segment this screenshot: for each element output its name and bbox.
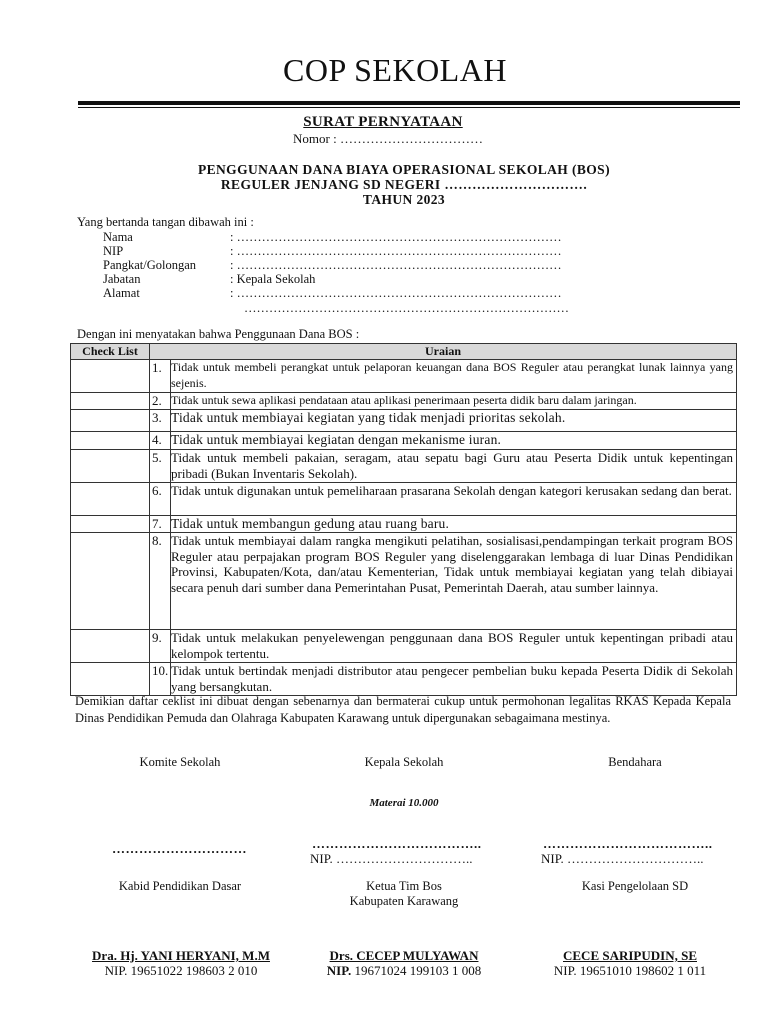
subject-line-3: TAHUN 2023: [362, 192, 446, 207]
item-number: 10.: [150, 663, 171, 696]
identity-value-pangkat: : ……………………………………………………………………: [230, 258, 562, 272]
identity-value-nama: : ……………………………………………………………………: [230, 230, 562, 244]
checklist-row: [71, 450, 737, 483]
item-text: Tidak untuk membeli pakaian, seragam, atau sepatu bagi Guru atau Peserta Didik untuk kepentingan pribadi (Bukan Inventaris Sekolah).: [171, 450, 737, 483]
identity-value-jabatan: : Kepala Sekolah: [230, 272, 316, 286]
item-text: Tidak untuk melakukan penyelewengan penggunaan dana BOS Reguler untuk kepentingan pribadi atau kelompok tertentu.: [171, 630, 737, 663]
checklist-row: [71, 630, 737, 663]
nip-bendahara: NIP. …………………………..: [541, 851, 704, 866]
item-number: 7.: [150, 516, 171, 533]
official-name-kasi: CECE SARIPUDIN, SE: [563, 948, 697, 963]
item-number: 8.: [150, 533, 171, 630]
checklist-row: [71, 393, 737, 410]
item-number: 1.: [150, 360, 171, 393]
identity-label-alamat: Alamat: [103, 286, 140, 300]
cop-sekolah: COP SEKOLAH: [283, 52, 507, 88]
checklist-row: [71, 516, 737, 533]
official-nip-ketua: [294, 963, 514, 979]
item-number: 2.: [150, 393, 171, 410]
closing-paragraph: Demikian daftar ceklist ini dibuat dengan sebenarnya dan bermaterai cukup untuk permohonan legalitas RKAS Kepada Kepala Dinas Pendidikan Pemuda dan Olahraga Kabupaten Karawang untuk dipergunakan sebagaimana mestinya.: [75, 694, 731, 725]
col-check-list: Check List: [71, 344, 150, 360]
nip-value: 19671024 199103 1 008: [351, 963, 482, 978]
materai-stamp: Materai 10.000: [369, 797, 439, 809]
signature-line-kepala: ………………………………..: [312, 836, 482, 851]
check-cell-1[interactable]: [71, 360, 150, 393]
official-nip-kabid: NIP. 19651022 198603 2 010: [104, 963, 258, 978]
item-text: Tidak untuk membiayai dalam rangka mengikuti pelatihan, sosialisasi,pendampingan terkait program BOS Reguler atau perpajakan program BOS Reguler yang diselenggarakan lembaga di luar Dinas Pendidikan Provinsi, Kabupaten/Kota, dan/atau Kementerian, Tidak untuk membiayai kegiatan yang telah dibiayai secara penuh dari sumber dana Pemerintahan Pusat, Pemerintah Daerah, atau sumber lainnya.: [171, 533, 737, 630]
document-number: Nomor : ……………………………: [293, 131, 483, 146]
identity-label-nip: NIP: [103, 244, 124, 258]
item-text: Tidak untuk bertindak menjadi distributor atau pengecer pembelian buku kepada Peserta Didik di Sekolah yang bersangkutan.: [171, 663, 737, 696]
document-title: SURAT PERNYATAAN: [303, 114, 463, 130]
identity-label-jabatan: Jabatan: [103, 272, 141, 286]
official-name-ketua: Drs. CECEP MULYAWAN: [329, 948, 479, 963]
check-cell-2[interactable]: [71, 393, 150, 410]
check-cell-7[interactable]: [71, 516, 150, 533]
check-cell-8[interactable]: [71, 533, 150, 630]
official-nip-kasi: NIP. 19651010 198602 1 011: [553, 963, 707, 978]
identity-value-nip: : ……………………………………………………………………: [230, 244, 562, 258]
check-cell-3[interactable]: [71, 410, 150, 432]
checklist-row: [71, 360, 737, 393]
signer-kepala: Kepala Sekolah: [364, 755, 444, 769]
checklist-row: [71, 410, 737, 432]
check-cell-5[interactable]: [71, 450, 150, 483]
checklist-row: [71, 483, 737, 516]
header-rule-thick: [78, 101, 740, 105]
nip-label: NIP.: [326, 963, 352, 978]
nip-kepala: NIP. …………………………..: [310, 851, 473, 866]
official-name-kabid: Dra. Hj. YANI HERYANI, M.M: [92, 948, 270, 963]
item-text: Tidak untuk membangun gedung atau ruang baru.: [171, 516, 737, 533]
signer-kasi: Kasi Pengelolaan SD: [581, 879, 689, 893]
identity-label-pangkat: Pangkat/Golongan: [103, 258, 197, 272]
check-cell-10[interactable]: [71, 663, 150, 696]
identity-intro: Yang bertanda tangan dibawah ini :: [77, 215, 254, 229]
signer-bendahara: Bendahara: [608, 755, 662, 769]
item-number: 9.: [150, 630, 171, 663]
item-text: Tidak untuk sewa aplikasi pendataan atau aplikasi penerimaan peserta didik baru dalam jaringan.: [171, 393, 737, 410]
item-number: 4.: [150, 432, 171, 450]
header-rule-thin: [78, 107, 740, 108]
identity-label-nama: Nama: [103, 230, 133, 244]
item-number: 3.: [150, 410, 171, 432]
check-cell-4[interactable]: [71, 432, 150, 450]
signer-komite: Komite Sekolah: [139, 755, 221, 769]
item-text: Tidak untuk membiayai kegiatan dengan mekanisme iuran.: [171, 432, 737, 450]
item-number: 5.: [150, 450, 171, 483]
signature-line-komite: …………………………: [112, 841, 247, 856]
signature-line-bendahara: ………………………………..: [543, 836, 713, 851]
checklist-row: [71, 663, 737, 696]
checklist-row: [71, 432, 737, 450]
subject-line-2: REGULER JENJANG SD NEGERI ………………………….: [220, 177, 588, 192]
checklist-header-row: [71, 344, 737, 360]
check-cell-9[interactable]: [71, 630, 150, 663]
item-number: 6.: [150, 483, 171, 516]
item-text: Tidak untuk digunakan untuk pemeliharaan prasarana Sekolah dengan kategori kerusakan sedang dan berat.: [171, 483, 737, 516]
item-text: Tidak untuk membeli perangkat untuk pelaporan keuangan dana BOS Reguler atau perangkat lunak lainnya yang sejenis.: [171, 360, 737, 393]
statement-intro: Dengan ini menyatakan bahwa Penggunaan Dana BOS :: [77, 327, 360, 341]
signer-ketua-location: Kabupaten Karawang: [349, 894, 459, 908]
checklist-row: [71, 533, 737, 630]
signer-kabid: Kabid Pendidikan Dasar: [118, 879, 242, 893]
checklist-table: [70, 343, 737, 696]
identity-value-alamat: : ……………………………………………………………………: [230, 286, 562, 300]
check-cell-6[interactable]: [71, 483, 150, 516]
col-uraian: Uraian: [150, 344, 737, 360]
identity-value-alamat-cont: ……………………………………………………………………: [244, 301, 569, 315]
subject-line-1: PENGGUNAAN DANA BIAYA OPERASIONAL SEKOLAH (BOS): [197, 162, 610, 177]
item-text: Tidak untuk membiayai kegiatan yang tidak menjadi prioritas sekolah.: [171, 410, 737, 432]
signer-ketua: Ketua Tim Bos: [366, 879, 442, 893]
